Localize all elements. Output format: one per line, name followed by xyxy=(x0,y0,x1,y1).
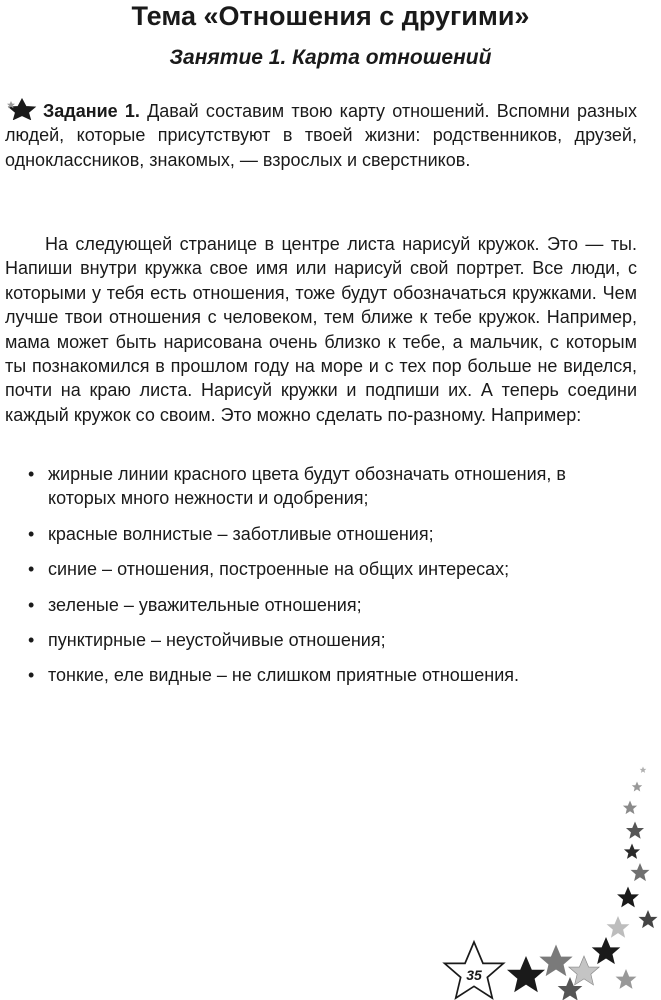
list-item: • пунктирные – неустойчивые отношения; xyxy=(28,628,628,652)
instructions-paragraph: На следующей странице в центре листа нарисуй кружок. Это — ты. Напиши внутри кружка свое имя или нарисуй свой портрет. Все люди, с которыми у тебя есть отношения, тоже будут обозначаться кружками. Чем лучше твои отношения с человеком, тем ближе к тебе кружок. Например, мама может быть нарисована очень близко к тебе, а мальчик, с которым ты познакомился в прошлом году на море и с тех пор больше не виделся, почти на краю листа. Нарисуй кружки и подпиши их. А теперь соедини каждый кружок со своим. Это можно сделать по-разному. Например: xyxy=(5,234,637,425)
bullet-icon: • xyxy=(28,594,35,615)
star-icon xyxy=(539,945,572,977)
stars-decoration xyxy=(430,740,661,1000)
star-icon xyxy=(640,767,647,773)
star-icon xyxy=(632,782,642,792)
list-item: • жирные линии красного цвета будут обозначать отношения, в которых много нежности и одобрения; xyxy=(28,464,566,509)
task-text: Давай составим твою карту отношений. Вспомни разных людей, которые присутствуют в твоей жизни: родственников, друзей, одноклассников, знакомых, — взрослых и сверстников. xyxy=(5,101,637,170)
line-style-list xyxy=(28,462,628,699)
list-item: • тонкие, еле видные – не слишком приятные отношения. xyxy=(28,663,628,687)
star-icon xyxy=(631,863,650,881)
star-icon xyxy=(607,916,630,938)
lesson-subtitle: Занятие 1. Карта отношений xyxy=(169,46,492,69)
star-icon xyxy=(623,801,637,815)
list-item: • синие – отношения, построенные на общих интересах; xyxy=(28,557,628,581)
star-icon xyxy=(5,98,39,120)
page-title: Тема «Отношения с другими» xyxy=(131,1,530,31)
star-icon xyxy=(569,956,599,985)
bullet-icon: • xyxy=(28,630,35,651)
bullet-icon: • xyxy=(28,559,35,580)
star-icon xyxy=(616,969,637,989)
bullet-icon: • xyxy=(28,464,35,484)
bullet-icon: • xyxy=(28,523,35,544)
star-icon xyxy=(507,956,545,992)
star-icon xyxy=(624,844,640,859)
list-item: • зеленые – уважительные отношения; xyxy=(28,593,628,617)
star-icon xyxy=(617,887,639,908)
page-number: 35 xyxy=(466,967,482,983)
bullet-icon: • xyxy=(28,665,35,686)
task-label: Задание 1. xyxy=(43,101,140,121)
task-paragraph xyxy=(5,98,637,172)
star-icon xyxy=(639,910,658,928)
star-icon xyxy=(626,822,644,839)
list-item: • красные волнистые – заботливые отношения; xyxy=(28,522,628,546)
star-icon xyxy=(592,937,621,964)
